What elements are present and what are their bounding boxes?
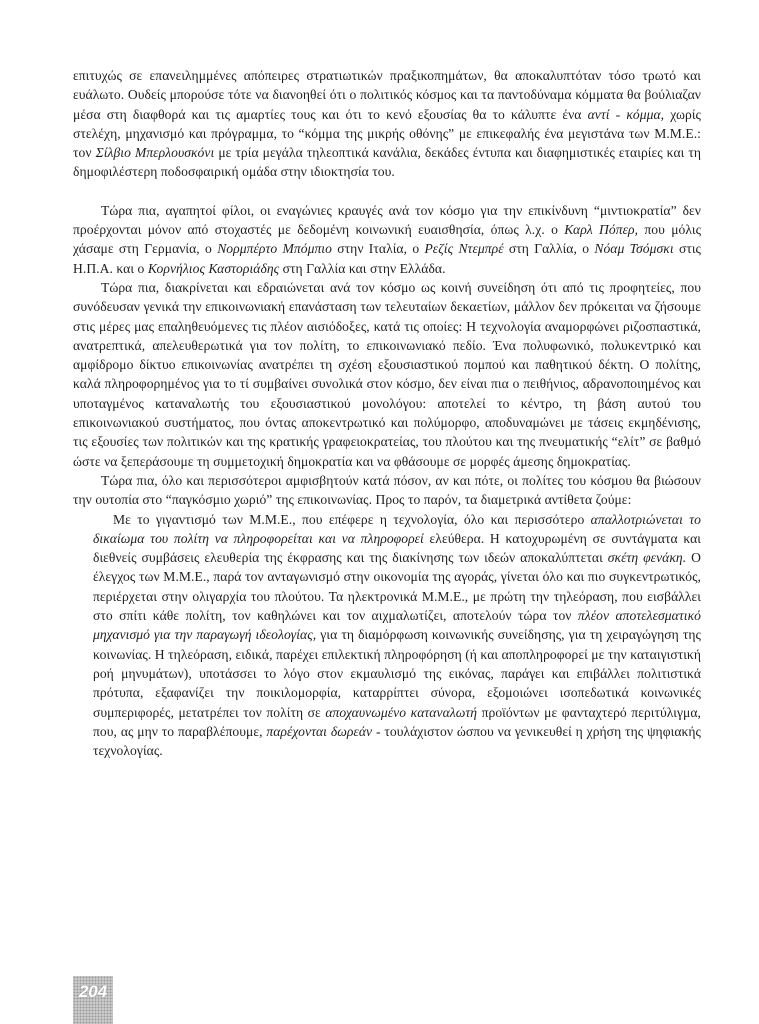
text-run: στις Η.Π.Α. και ο: [73, 241, 701, 276]
emphasis-text: παρέχονται δωρεάν: [266, 723, 373, 739]
emphasis-text: Νόαμ Τσόμσκι: [594, 241, 674, 257]
text-run: για τη διαμόρφωση κοινωνικής συνείδησης, για τη χειραγώγηση της κοινωνίας. Η τηλεόραση, ειδικά, παρέχει επιλεκτική πληροφόρηση (ή και αποπληροφορεί με την καταιγιστική ροή μηνυμάτων), υποτάσσει το λόγο στον εκμαυλισμό της εικόνας, παράγει και επιβάλλει πολιτιστικά πρότυπα, εξαφανίζει την ποικιλομορφία, καταρρίπτει σύνορα, εξομοιώνει ισοπεδωτικά κοινωνικές συμπεριφορές, μετατρέπει τον πολίτη σε: [93, 627, 701, 720]
text-run: με τρία μεγάλα τηλεοπτικά κανάλια, δεκάδες έντυπα και διαφημιστικές εταιρίες και τη δημοφιλέστερη ποδοσφαιρική ομάδα στην ιδιοκτησία του.: [73, 145, 701, 180]
text-run: χωρίς στελέχη, μηχανισμό και πρόγραμμα, το “κόμμα της μικρής οθόνης” με επικεφαλής ένα μεγιστάνα των Μ.Μ.Ε.: τον: [73, 106, 701, 161]
emphasis-text: Ρεζίς Ντεμπρέ: [424, 241, 504, 257]
text-run: Τώρα πια, διακρίνεται και εδραιώνεται ανά τον κόσμο ως κοινή συνείδηση ότι από τις προφητείες, που συνόδευσαν γενικά την επικοινωνιακή επανάσταση των τελευταίων δεκαετίων, μάλλον δεν πρόκειται να ζήσουμε στις μέρες μας επαληθευόμενες τις πλέον αισιόδοξες, κατά τις οποίες: Η τεχνολογία αναμορφώνει ριζοσπαστικά, ανατρεπτικά, απελευθερωτικά για τον πολίτη, το επικοινωνιακό πεδίο. Ένα πολυφωνικό, πολυκεντρικό και αμφίδρομο δίκτυο επικοινωνίας ανατρέπει τη σχέση εξουσιαστικού πομπού και παθητικού δέκτη. Ο πολίτης, καλά πληροφορημένος για το τί συμβαίνει συνολικά στον κόσμο, δεν είναι πια ο πειθήνιος, αδρανοποιημένος και υποταγμένος καταναλωτής του εξουσιαστικού μονολόγου: αποτελεί το κέντρο, τη βάση αυτού του επικοινωνιακού συστήματος, που όντας αποκεντρωτικό και πολύμορφο, αποδυναμώνει με τάσεις εκμηδένισης, τις εξουσίες των πολιτικών και της κρατικής γραφειοκρατείας, του πλούτου και της πνευματικής “ελίτ” σε βαθμό ώστε να ξεπεράσουμε τη συμμετοχική δημοκρατία και να φθάσουμε σε μορφές άμεσης δημοκρατίας.: [73, 279, 701, 469]
page-number: 204: [78, 982, 108, 1001]
emphasis-text: Σίλβιο Μπερλουσκόνι: [95, 145, 215, 161]
body-text: [73, 66, 701, 760]
text-run: Με το γιγαντισμό των Μ.Μ.Ε., που επέφερε η τεχνολογία, όλο και περισσότερο: [113, 511, 591, 527]
text-run: προϊόντων με φανταχτερό περιτύλιγμα, που, ας μην το παραβλέπουμε,: [93, 704, 701, 739]
paragraph-p1: [73, 66, 701, 182]
paragraph-p5: [93, 510, 701, 761]
text-run: στη Γαλλία, ο: [503, 241, 595, 257]
paragraph-p4: [73, 471, 701, 510]
text-run: επιτυχώς σε επανειλημμένες απόπειρες στρατιωτικών πραξικοπημάτων, θα αποκαλυπτόταν τόσο τρωτό και ευάλωτο. Ουδείς μπορούσε τότε να διανοηθεί ότι ο πολιτικός κόσμος και τα παντοδύναμα κόμματα θα βούλιαζαν μέσα στη διαφθορά και τις αμαρτίες τους και ότι το κενό εξουσίας θα το κάλυπτε ένα: [73, 68, 701, 122]
emphasis-text: Καρλ Πόπερ,: [564, 222, 639, 238]
text-run: - τουλάχιστον ώσπου να γενικευθεί η χρήση της ψηφιακής τεχνολογίας.: [93, 723, 701, 759]
emphasis-text: Κορνήλιος Καστοριάδης: [147, 260, 280, 276]
text-run: ελεύθερα. Η κατοχυρωμένη σε συντάγματα και διεθνείς συμβάσεις ελευθερία της έκφρασης και της διακίνησης των ιδεών αποκαλύπτεται: [93, 530, 701, 566]
text-run: στη Γαλλία και στην Ελλάδα.: [279, 260, 446, 276]
emphasis-text: Νορμπέρτο Μπόμπιο: [217, 241, 332, 257]
text-run: Τώρα πια, όλο και περισσότεροι αμφισβητούν κατά πόσον, αν και πότε, οι πολίτες του κόσμου θα βιώσουν την ουτοπία στο “παγκόσμιο χωριό” της επικοινωνίας. Προς το παρόν, τα διαμετρικά αντίθετα ζούμε:: [73, 472, 701, 508]
text-run: που μόλις χάσαμε στη Γερμανία, ο: [73, 222, 702, 257]
page-number-box: [73, 976, 113, 1024]
paragraph-p3: [73, 278, 701, 471]
text-run: Τώρα πια, αγαπητοί φίλοι, οι εναγώνιες κραυγές ανά τον κόσμο για την επικίνδυνη “μιντιοκρατία” δεν προέρχονται μόνον από στοχαστές με δεδομένη κοινωνική ευαισθησία, όπως λ.χ. ο: [73, 202, 701, 238]
emphasis-text: αντί - κόμμα,: [587, 106, 665, 122]
emphasis-text: αποχαυνωμένο καταναλωτή: [325, 704, 478, 720]
text-run: Ο έλεγχος των Μ.Μ.Ε., παρά τον ανταγωνισμό στην οικονομία της αγοράς, γίνεται όλο και πιο συγκεντρωτικός, περιέρχεται στην ολιγαρχία του πλούτου. Τα ηλεκτρονικά Μ.Μ.Ε., με πρώτη την τηλεόραση, που εισβάλλει στο σπίτι κάθε πολίτη, τον καθηλώνει και τον αιχμαλωτίζει, αποτελούν τώρα τον: [93, 550, 701, 624]
emphasis-text: σκέτη φενάκη.: [607, 550, 687, 566]
paragraph-p2: [73, 201, 701, 278]
emphasis-text: πλέον αποτελεσματικό μηχανισμό για την παραγωγή ιδεολογίας,: [93, 608, 701, 643]
text-run: στην Ιταλία, ο: [331, 241, 425, 257]
emphasis-text: απαλλοτριώνεται το δικαίωμα του πολίτη να πληροφορείται και να πληροφορεί: [93, 511, 701, 546]
